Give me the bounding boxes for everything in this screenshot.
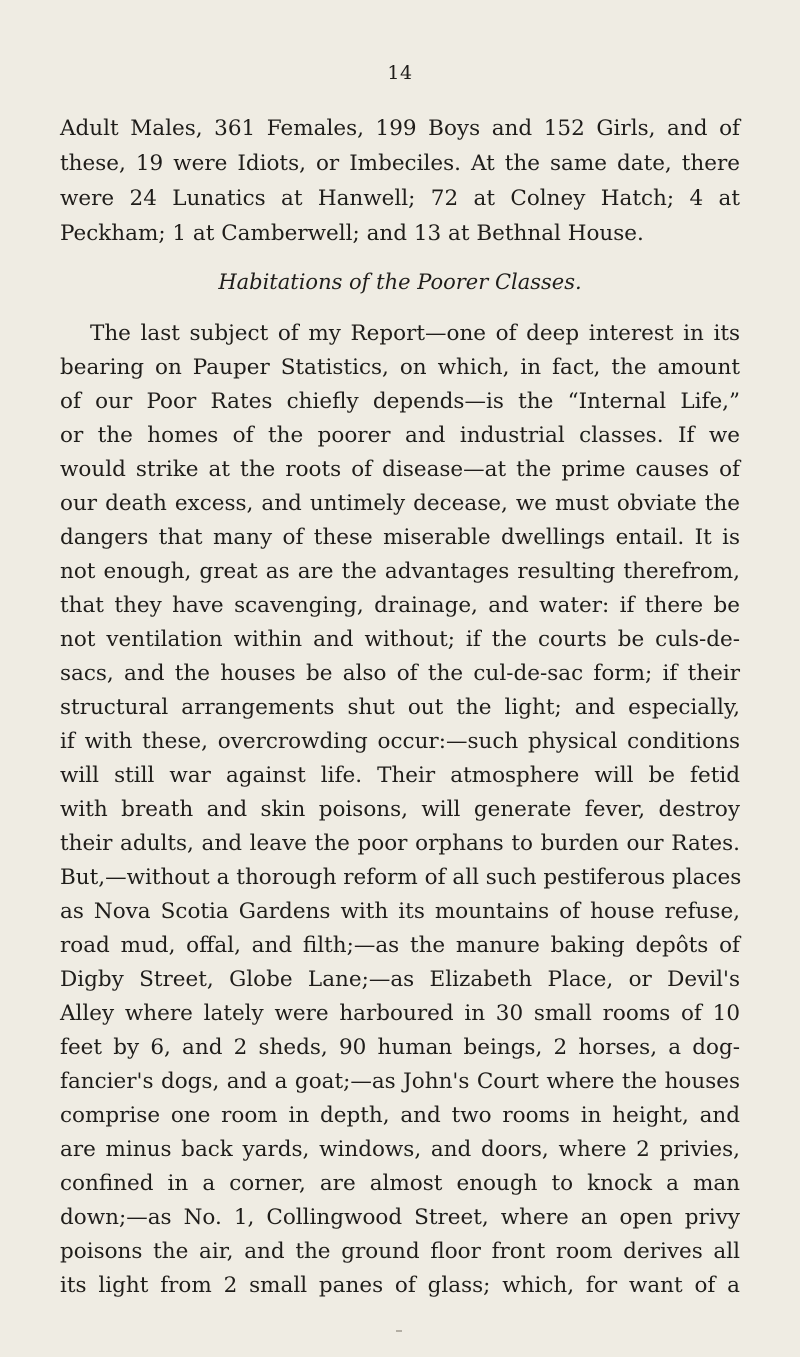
paragraph-2-line: fancier's dogs, and a goat;—as John's Court where the houses (60, 1069, 740, 1094)
paragraph-2-line: dangers that many of these miserable dwellings entail. It is (60, 525, 740, 550)
paper-speck (396, 1330, 402, 1332)
paragraph-2-line: sacs, and the houses be also of the cul-de-sac form; if their (60, 661, 740, 686)
paragraph-1-line: these, 19 were Idiots, or Imbeciles. At the same date, there (60, 151, 740, 176)
paragraph-2-line: that they have scavenging, drainage, and water: if there be (60, 593, 740, 618)
paragraph-2-line: our death excess, and untimely decease, we must obviate the (60, 491, 740, 516)
paragraph-1-line: were 24 Lunatics at Hanwell; 72 at Colney Hatch; 4 at (60, 186, 740, 211)
paragraph-2-line: not enough, great as are the advantages resulting therefrom, (60, 559, 740, 584)
page-number: 14 (387, 62, 413, 84)
paragraph-2-line: their adults, and leave the poor orphans to burden our Rates. (60, 831, 740, 856)
section-heading: Habitations of the Poorer Classes. (218, 270, 582, 294)
paragraph-2-line: Alley where lately were harboured in 30 small rooms of 10 (60, 1001, 740, 1026)
paragraph-2-line: road mud, offal, and filth;—as the manure baking depôts of (60, 933, 740, 958)
paragraph-2-line: comprise one room in depth, and two rooms in height, and (60, 1103, 740, 1128)
paragraph-2-line: with breath and skin poisons, will generate fever, destroy (60, 797, 740, 822)
paragraph-2-line: as Nova Scotia Gardens with its mountains of house refuse, (60, 899, 740, 924)
paragraph-2-line: confined in a corner, are almost enough to knock a man (60, 1171, 740, 1196)
paragraph-2-line: its light from 2 small panes of glass; which, for want of a (60, 1273, 740, 1298)
paragraph-2-line: down;—as No. 1, Collingwood Street, where an open privy (60, 1205, 740, 1230)
paragraph-2-line: of our Poor Rates chiefly depends—is the “Internal Life,” (60, 389, 740, 414)
paragraph-2-line: would strike at the roots of disease—at the prime causes of (60, 457, 740, 482)
paragraph-2-line: But,—without a thorough reform of all such pestiferous places (60, 865, 742, 890)
paragraph-2-line: will still war against life. Their atmosphere will be fetid (60, 763, 740, 788)
paragraph-2-line: if with these, overcrowding occur:—such physical conditions (60, 729, 740, 754)
paragraph-2-line: are minus back yards, windows, and doors, where 2 privies, (60, 1137, 740, 1162)
paragraph-2-line: The last subject of my Report—one of deep interest in its (90, 321, 740, 346)
paragraph-2-line: not ventilation within and without; if the courts be culs-de- (60, 627, 740, 652)
paragraph-2-line: or the homes of the poorer and industrial classes. If we (60, 423, 740, 448)
paragraph-2-line: Digby Street, Globe Lane;—as Elizabeth Place, or Devil's (60, 967, 740, 992)
paragraph-1-line: Adult Males, 361 Females, 199 Boys and 152 Girls, and of (60, 116, 740, 141)
paragraph-2-line: structural arrangements shut out the light; and especially, (60, 695, 740, 720)
paragraph-2-line: feet by 6, and 2 sheds, 90 human beings, 2 horses, a dog- (60, 1035, 740, 1060)
paragraph-1-line: Peckham; 1 at Camberwell; and 13 at Bethnal House. (60, 221, 644, 246)
paragraph-2-line: poisons the air, and the ground floor front room derives all (60, 1239, 740, 1264)
paragraph-2-line: bearing on Pauper Statistics, on which, in fact, the amount (60, 355, 740, 380)
